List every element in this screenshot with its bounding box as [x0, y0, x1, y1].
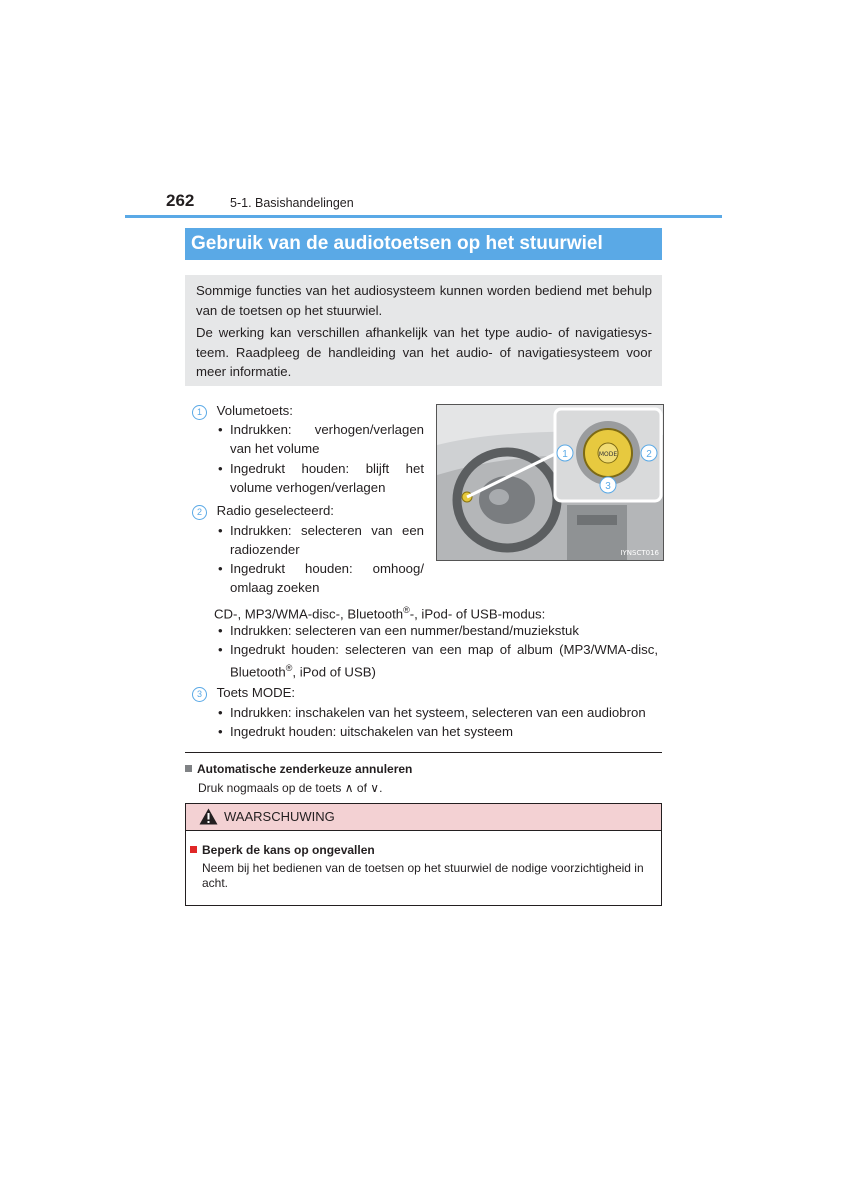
figure-callout-2: 2 — [646, 449, 652, 460]
note-title: Automatische zenderkeuze annuleren — [197, 762, 413, 776]
square-bullet-icon — [185, 765, 192, 772]
item-2-bullet-1: • Indrukken: selecteren van een radiozender — [218, 523, 424, 557]
item-3-heading — [192, 683, 295, 702]
sub-heading-text: CD-, MP3/WMA-disc-, Bluetooth — [214, 606, 404, 622]
mode-button-label: MODE — [598, 451, 618, 458]
warning-sub-heading — [190, 843, 375, 857]
callout-2-icon: 2 — [192, 505, 207, 520]
item-3-title: Toets MODE: — [216, 685, 296, 700]
item-3-bullet-2: • Ingedrukt houden: uitschakelen van het systeem — [230, 722, 658, 741]
intro-box — [185, 275, 662, 386]
item-1-heading — [192, 401, 293, 420]
item-1-bullet-1: • Indrukken: verhogen/verlagen van het volume — [218, 422, 424, 456]
section-title: 5-1. Basishandelingen — [230, 196, 354, 210]
bullet-text: Ingedrukt houden: omhoog/ — [230, 561, 424, 576]
item-2-sub-bullet-2: • Ingedrukt houden: selecteren van een map of album (MP3/WMA-disc, Bluetooth®, iPod of USB) — [218, 642, 658, 680]
warning-text: Neem bij het bedienen van de toetsen op het stuurwiel de nodige voorzichtigheid in acht. — [202, 861, 644, 890]
bullet-text: Ingedrukt houden: uitschakelen van het systeem — [230, 724, 513, 739]
steering-wheel-illustration — [436, 404, 664, 561]
bullet-text: Indrukken: selecteren van een — [230, 523, 424, 538]
intro-paragraph-1: Sommige functies van het audiosysteem kunnen worden bediend met behulp van de toetsen op het stuurwiel. — [196, 283, 652, 318]
warning-label: WAARSCHUWING — [224, 809, 335, 824]
registered-mark: ® — [285, 663, 293, 673]
warning-box — [185, 803, 662, 906]
bullet-text: Bluetooth — [230, 664, 286, 680]
item-1-bullet-2: • Ingedrukt houden: blijft het volume verhogen/verlagen — [218, 461, 424, 495]
square-bullet-icon — [190, 846, 197, 853]
callout-3-icon: 3 — [192, 687, 207, 702]
note-text: Druk nogmaals op de toets ∧ of ∨. — [198, 781, 383, 795]
bullet-text: Ingedrukt houden: selecteren van een map of album (MP3/WMA-disc, — [230, 642, 658, 657]
page-title: Gebruik van de audiotoetsen op het stuurwiel — [185, 228, 662, 260]
bullet-text: Indrukken: verhogen/verlagen — [230, 422, 424, 437]
bullet-text: radiozender — [230, 542, 300, 557]
item-2-title: Radio geselecteerd: — [216, 503, 334, 518]
figure-callout-1: 1 — [562, 449, 568, 460]
item-2-sub-bullet-1: • Indrukken: selecteren van een nummer/bestand/muziekstuk — [230, 621, 658, 640]
item-2-bullet-2: • Ingedrukt houden: omhoog/ omlaag zoeken — [218, 561, 424, 595]
header-rule — [125, 215, 722, 218]
sub-heading-text: -, iPod- of USB-modus: — [409, 606, 546, 622]
steering-wheel-drawing — [437, 405, 663, 560]
intro-paragraph-2: De werking kan verschillen afhankelijk van het type audio- of navigatiesys-teem. Raadpleeg de handleiding van het audio- of navigatiesysteem voor meer informatie. — [196, 325, 652, 379]
registered-mark: ® — [403, 605, 410, 615]
bullet-text: omlaag zoeken — [230, 580, 320, 595]
bullet-text: Ingedrukt houden: blijft het — [230, 461, 424, 476]
page-number: 262 — [166, 191, 195, 210]
bullet-text: volume verhogen/verlagen — [230, 480, 386, 495]
warning-sub-title: Beperk de kans op ongevallen — [202, 843, 375, 857]
bullet-text: Indrukken: selecteren van een nummer/bestand/muziekstuk — [230, 623, 579, 638]
warning-header — [186, 804, 661, 831]
figure-code: IYNSCT016 — [620, 549, 659, 557]
note-heading — [185, 762, 412, 776]
section-divider — [185, 752, 662, 753]
chevron-up-icon: ∧ — [344, 781, 354, 795]
chevron-down-icon: ∨ — [370, 781, 380, 795]
bullet-text: Indrukken: inschakelen van het systeem, selecteren van een audiobron — [230, 705, 646, 720]
bullet-text: van het volume — [230, 441, 320, 456]
figure-callout-3: 3 — [605, 481, 611, 492]
bullet-text: , iPod of USB) — [292, 664, 376, 680]
item-2-heading — [192, 501, 334, 520]
warning-triangle-icon — [199, 808, 218, 825]
callout-1-icon: 1 — [192, 405, 207, 420]
item-1-title: Volumetoets: — [216, 403, 293, 418]
item-3-bullet-1: • Indrukken: inschakelen van het systeem, selecteren van een audiobron — [230, 703, 658, 722]
